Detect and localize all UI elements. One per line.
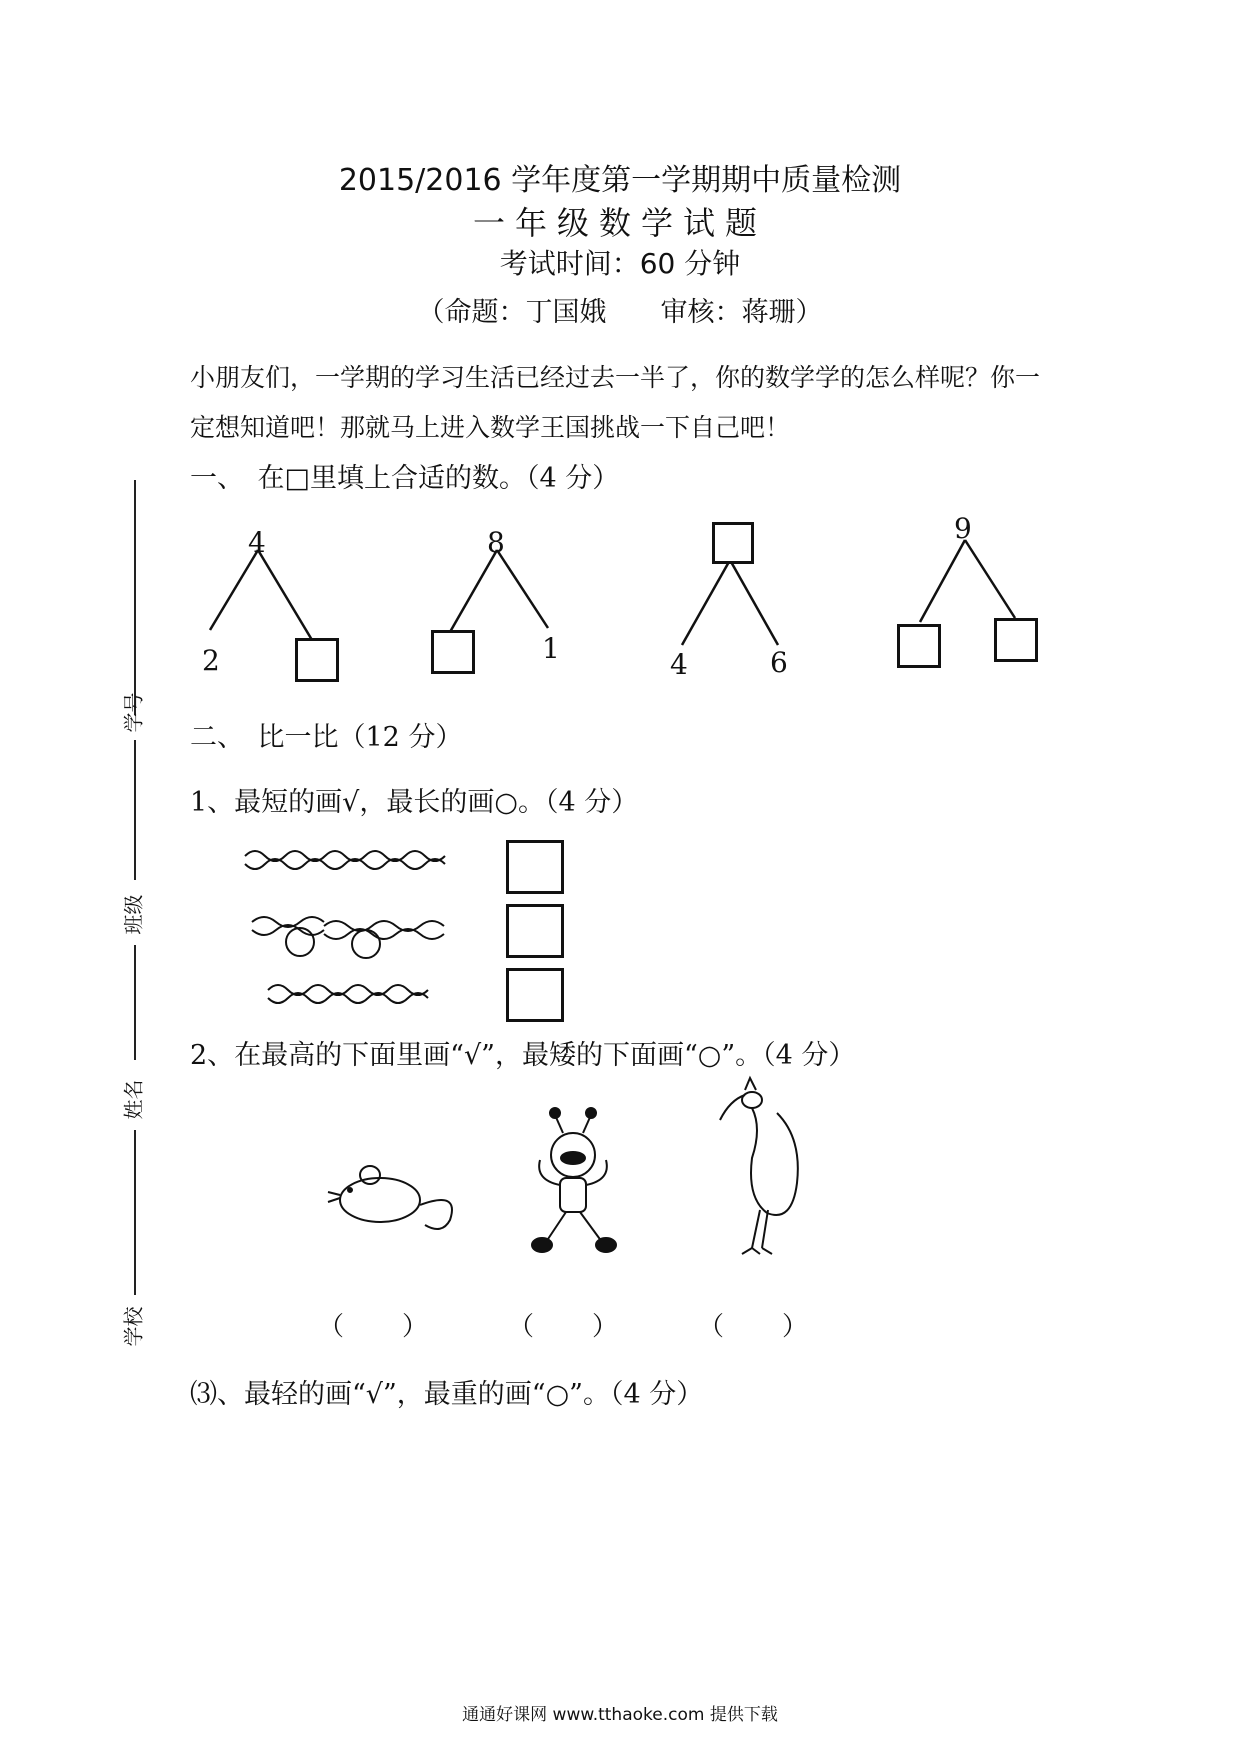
mouse-illustration bbox=[328, 1166, 452, 1229]
sidebar-label-school: 学校 bbox=[121, 1306, 146, 1347]
intro-line-1: 小朋友们，一学期的学习生活已经过去一半了，你的数学学的怎么样呢？你一 bbox=[190, 363, 1041, 392]
tree-2-right-number: 1 bbox=[542, 632, 560, 665]
tree-3-left-number: 4 bbox=[670, 648, 688, 681]
exam-time: 考试时间：60 分钟 bbox=[499, 247, 741, 280]
tree-1-top-number: 4 bbox=[248, 526, 266, 559]
sidebar-label-student-id: 学号 bbox=[121, 692, 146, 733]
tree-3-right-number: 6 bbox=[770, 646, 788, 679]
sidebar-label-name: 姓名 bbox=[121, 1079, 146, 1120]
exam-subtitle: 一年级数学试题 bbox=[472, 204, 767, 242]
answer-blank[interactable]: （ ） bbox=[698, 1312, 811, 1342]
question-2-2: 2、在最高的下面里画“√”，最矮的下面画“○”。（4 分） bbox=[190, 1040, 856, 1071]
exam-authors: （命题：丁国娥 审核：蒋珊） bbox=[417, 297, 823, 328]
heron-illustration bbox=[720, 1078, 798, 1254]
footer-text: 通通好课网 www.tthaoke.com 提供下载 bbox=[462, 1705, 778, 1725]
answer-blank[interactable]: （ ） bbox=[508, 1312, 621, 1342]
question-2-3: ⑶、最轻的画“√”，最重的画“○”。（4 分） bbox=[190, 1379, 704, 1410]
tree-1-left-number: 2 bbox=[202, 644, 220, 677]
ant-illustration bbox=[532, 1108, 616, 1252]
section-1-heading: 一、 在□里填上合适的数。（4 分） bbox=[190, 463, 620, 494]
intro-line-2: 定想知道吧！那就马上进入数学王国挑战一下自己吧！ bbox=[190, 413, 791, 442]
section-2-heading: 二、 比一比（12 分） bbox=[190, 722, 463, 753]
question-2-1: 1、最短的画√，最长的画○。（4 分） bbox=[190, 787, 639, 818]
tree-2-top-number: 8 bbox=[487, 526, 505, 559]
exam-title: 2015/2016 学年度第一学期期中质量检测 bbox=[338, 163, 902, 198]
answer-blank[interactable]: （ ） bbox=[318, 1312, 431, 1342]
tree-4-top-number: 9 bbox=[954, 512, 972, 545]
sidebar-label-class: 班级 bbox=[121, 894, 146, 935]
